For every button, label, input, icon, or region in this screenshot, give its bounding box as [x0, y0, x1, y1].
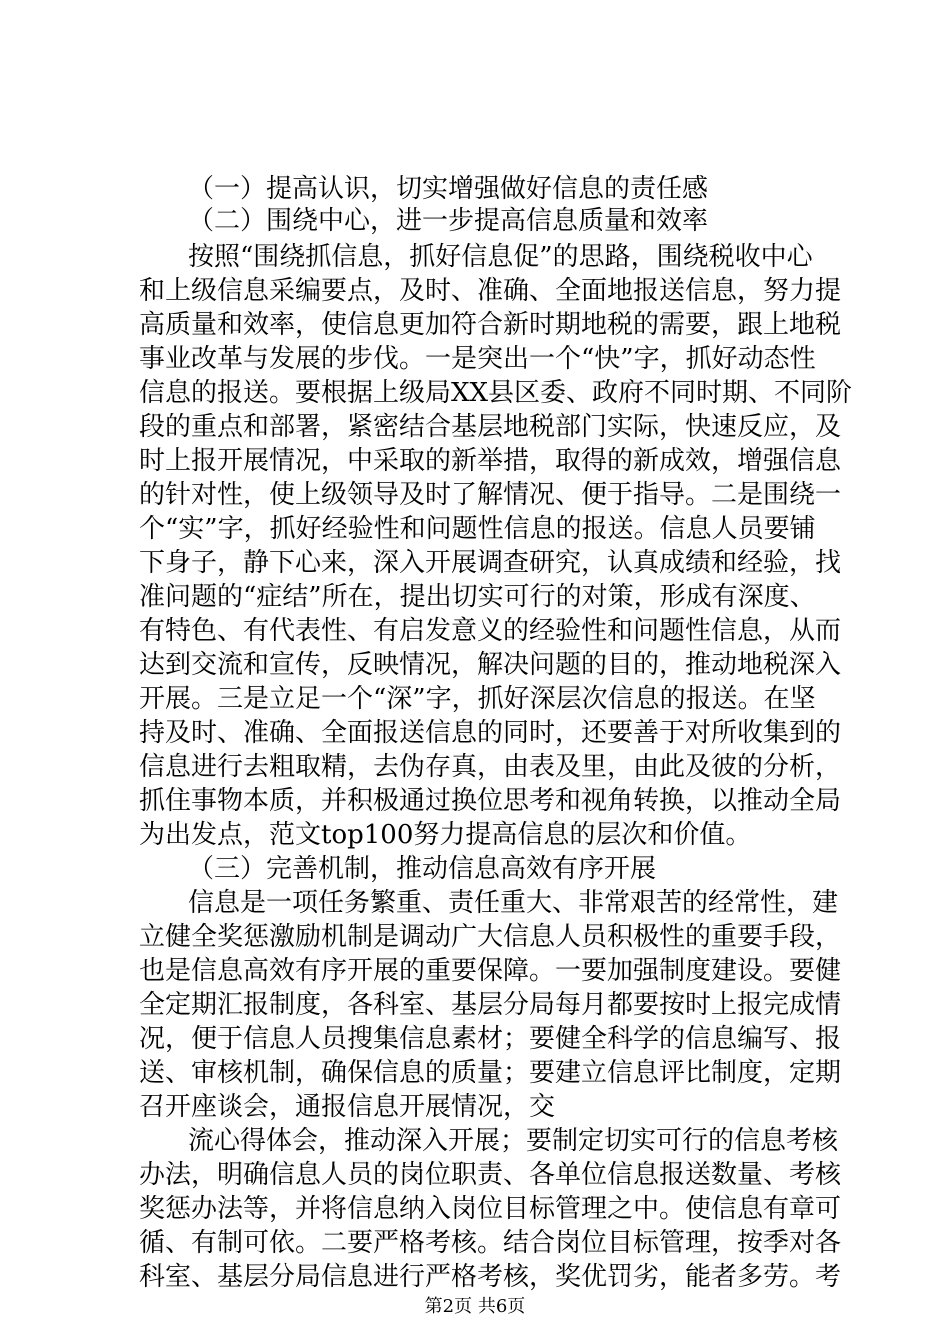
heading-3: （三）完善机制，推动信息高效有序开展 [188, 854, 657, 884]
paragraph-line: 准问题的“症结”所在，提出切实可行的对策，形成有深度、 [139, 582, 816, 612]
heading-2: （二）围绕中心，进一步提高信息质量和效率 [188, 206, 709, 236]
paragraph-line: 开展。三是立足一个“深”字，抓好深层次信息的报送。在坚 [139, 684, 816, 714]
paragraph-line: 也是信息高效有序开展的重要保障。一要加强制度建设。要健 [139, 956, 842, 986]
paragraph-line: 为出发点，范文top100努力提高信息的层次和价值。 [139, 820, 752, 850]
paragraph-line: 持及时、准确、全面报送信息的同时，还要善于对所收集到的 [139, 718, 842, 748]
paragraph-line: 高质量和效率，使信息更加符合新时期地税的需要，跟上地税 [139, 310, 842, 340]
paragraph-line: 况，便于信息人员搜集信息素材；要健全科学的信息编写、报 [139, 1024, 842, 1054]
paragraph-line: 抓住事物本质，并积极通过换位思考和视角转换，以推动全局 [139, 786, 842, 816]
paragraph-line: 信息是一项任务繁重、责任重大、非常艰苦的经常性，建 [188, 888, 839, 918]
paragraph-line: 下身子，静下心来，深入开展调查研究，认真成绩和经验，找 [139, 548, 842, 578]
paragraph-line: 的针对性，使上级领导及时了解情况、便于指导。二是围绕一 [139, 480, 842, 510]
paragraph-line: 奖惩办法等，并将信息纳入岗位目标管理之中。使信息有章可 [139, 1194, 842, 1224]
paragraph-line: 召开座谈会，通报信息开展情况，交 [139, 1092, 556, 1122]
paragraph-line: 信息进行去粗取精，去伪存真，由表及里，由此及彼的分析， [139, 752, 842, 782]
paragraph-line: 送、审核机制，确保信息的质量；要建立信息评比制度，定期 [139, 1058, 842, 1088]
paragraph-line: 段的重点和部署，紧密结合基层地税部门实际，快速反应，及 [139, 412, 842, 442]
paragraph-line: 流心得体会，推动深入开展；要制定切实可行的信息考核 [188, 1126, 839, 1156]
heading-1: （一）提高认识，切实增强做好信息的责任感 [188, 174, 709, 204]
paragraph-line: 时上报开展情况，中采取的新举措，取得的新成效，增强信息 [139, 446, 842, 476]
paragraph-line: 信息的报送。要根据上级局XX县区委、政府不同时期、不同阶 [139, 378, 853, 408]
paragraph-line: 达到交流和宣传，反映情况，解决问题的目的，推动地税深入 [139, 650, 842, 680]
paragraph-line: 办法，明确信息人员的岗位职责、各单位信息报送数量、考核 [139, 1160, 842, 1190]
paragraph-line: 有特色、有代表性、有启发意义的经验性和问题性信息，从而 [139, 616, 842, 646]
paragraph-line: 事业改革与发展的步伐。一是突出一个“快”字，抓好动态性 [139, 344, 816, 374]
paragraph-line: 循、有制可依。二要严格考核。结合岗位目标管理，按季对各 [139, 1228, 842, 1258]
paragraph-line: 个“实”字，抓好经验性和问题性信息的报送。信息人员要铺 [139, 514, 816, 544]
paragraph-line: 和上级信息采编要点，及时、准确、全面地报送信息，努力提 [139, 276, 842, 306]
paragraph-line: 全定期汇报制度，各科室、基层分局每月都要按时上报完成情 [139, 990, 842, 1020]
paragraph-line: 按照“围绕抓信息，抓好信息促”的思路，围绕税收中心 [188, 242, 813, 272]
paragraph-line: 科室、基层分局信息进行严格考核，奖优罚劣，能者多劳。考 [139, 1262, 842, 1292]
paragraph-line: 立健全奖惩激励机制是调动广大信息人员积极性的重要手段， [139, 922, 842, 952]
page-footer: 第2页 共6页 [424, 1296, 526, 1317]
